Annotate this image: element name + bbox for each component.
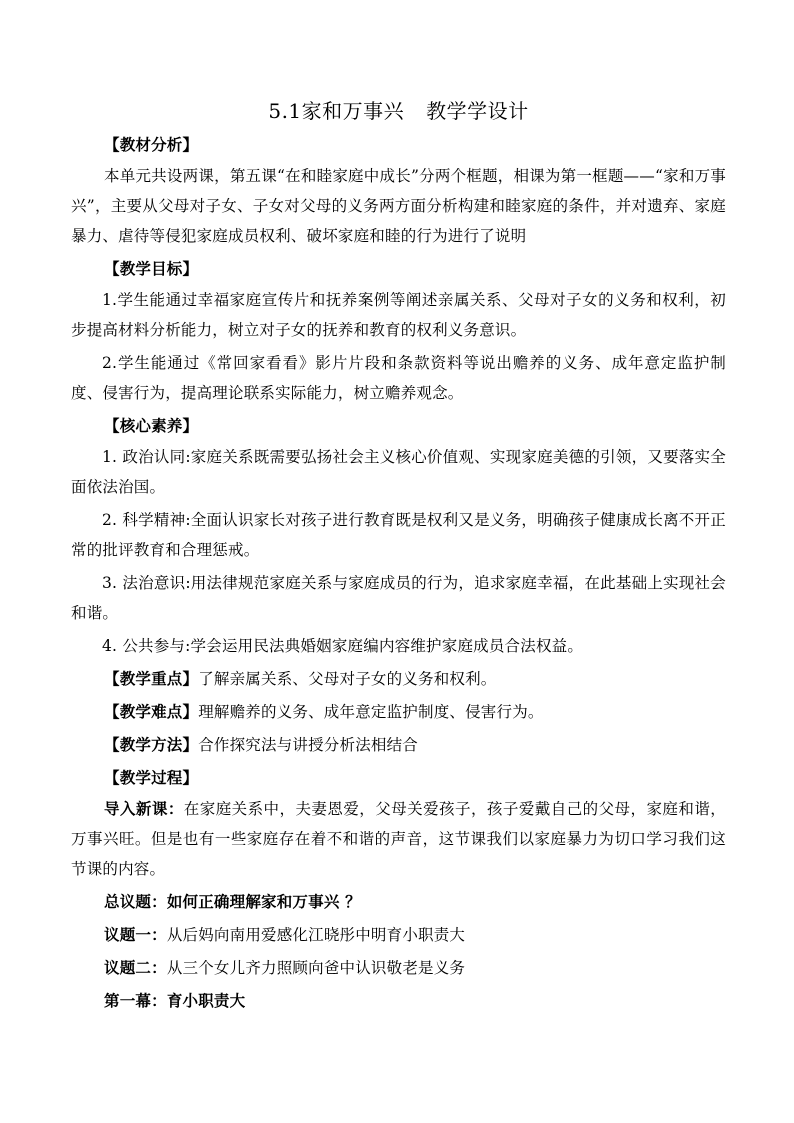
topic-2-text: 从三个女儿齐力照顾向爸中认识敬老是义务 bbox=[166, 959, 466, 977]
goals-heading: 【教学目标】 bbox=[104, 259, 199, 278]
literacy-item-4: 4. 公共参与:学会运用民法典婚姻家庭编内容维护家庭成员合法权益。 bbox=[102, 637, 584, 655]
difficulty bbox=[71, 697, 726, 727]
topic-1-text: 从后妈向南用爱感化江晓彤中明育小职责大 bbox=[166, 926, 466, 944]
analysis-heading: 【教材分析】 bbox=[104, 135, 199, 154]
topic-1-label: 议题一： bbox=[104, 925, 167, 944]
main-topic-label: 总议题： bbox=[104, 892, 167, 911]
goal-item-2: 2.学生能通过《常回家看看》影片片段和条款资料等说出赡养的义务、成年意定监护制度、侵害行为，提高理论联系实际能力，树立赡养观念。 bbox=[71, 354, 726, 402]
literacy-heading: 【核心素养】 bbox=[104, 416, 199, 435]
act-1-label: 第一幕： bbox=[104, 991, 167, 1010]
topic-1 bbox=[71, 920, 726, 950]
intro-label: 导入新课： bbox=[104, 799, 184, 818]
key-points bbox=[71, 664, 726, 694]
title-main: 5.1家和万事兴 bbox=[268, 99, 405, 123]
main-topic-text: 如何正确理解家和万事兴 ？ bbox=[166, 892, 361, 911]
key-points-text: 了解亲属关系、父母对子女的义务和权利。 bbox=[198, 670, 497, 688]
key-points-label: 【教学重点】 bbox=[104, 669, 199, 688]
literacy-item-1: 1. 政治认同:家庭关系既需要弘扬社会主义核心价值观、实现家庭美德的引领，又要落实全面依法治国。 bbox=[71, 448, 726, 496]
main-topic bbox=[71, 887, 726, 917]
document-title bbox=[71, 96, 726, 126]
literacy-item-2: 2. 科学精神:全面认识家长对孩子进行教育既是权利又是义务，明确孩子健康成长离不开正常的批评教育和合理惩戒。 bbox=[71, 511, 726, 559]
literacy-item-3: 3. 法治意识:用法律规范家庭关系与家庭成员的行为，追求家庭幸福，在此基础上实现社会和谐。 bbox=[71, 574, 726, 622]
topic-2 bbox=[71, 953, 726, 983]
difficulty-label: 【教学难点】 bbox=[104, 702, 199, 721]
method bbox=[71, 730, 726, 760]
topic-2-label: 议题二： bbox=[104, 958, 167, 977]
analysis-paragraph: 本单元共设两课，第五课“在和睦家庭中成长”分两个框题，相课为第一框题——“家和万事兴”，主要从父母对子女、子女对父母的义务两方面分析构建和睦家庭的条件，并对遗弃、家庭暴力、虐待等侵犯家庭成员权利、破坏家庭和睦的行为进行了说明 bbox=[71, 167, 726, 245]
intro-paragraph bbox=[71, 794, 726, 884]
act-1 bbox=[71, 986, 726, 1016]
intro-text: 在家庭关系中，夫妻恩爱，父母关爱孩子，孩子爱戴自己的父母，家庭和谐，万事兴旺。但是也有一些家庭存在着不和谐的声音，这节课我们以家庭暴力为切口学习我们这节课的内容。 bbox=[71, 800, 726, 878]
title-sub: 教学学设计 bbox=[426, 99, 529, 123]
document-body bbox=[71, 96, 726, 1019]
difficulty-text: 理解赡养的义务、成年意定监护制度、侵害行为。 bbox=[198, 703, 544, 721]
goal-item-1: 1.学生能通过幸福家庭宣传片和抚养案例等阐述亲属关系、父母对子女的义务和权利，初步提高材料分析能力，树立对子女的抚养和教育的权利义务意识。 bbox=[71, 291, 726, 339]
process-heading: 【教学过程】 bbox=[104, 768, 199, 787]
method-label: 【教学方法】 bbox=[104, 735, 199, 754]
method-text: 合作探究法与讲授分析法相结合 bbox=[198, 736, 419, 754]
act-1-text: 育小职责大 bbox=[166, 991, 246, 1010]
